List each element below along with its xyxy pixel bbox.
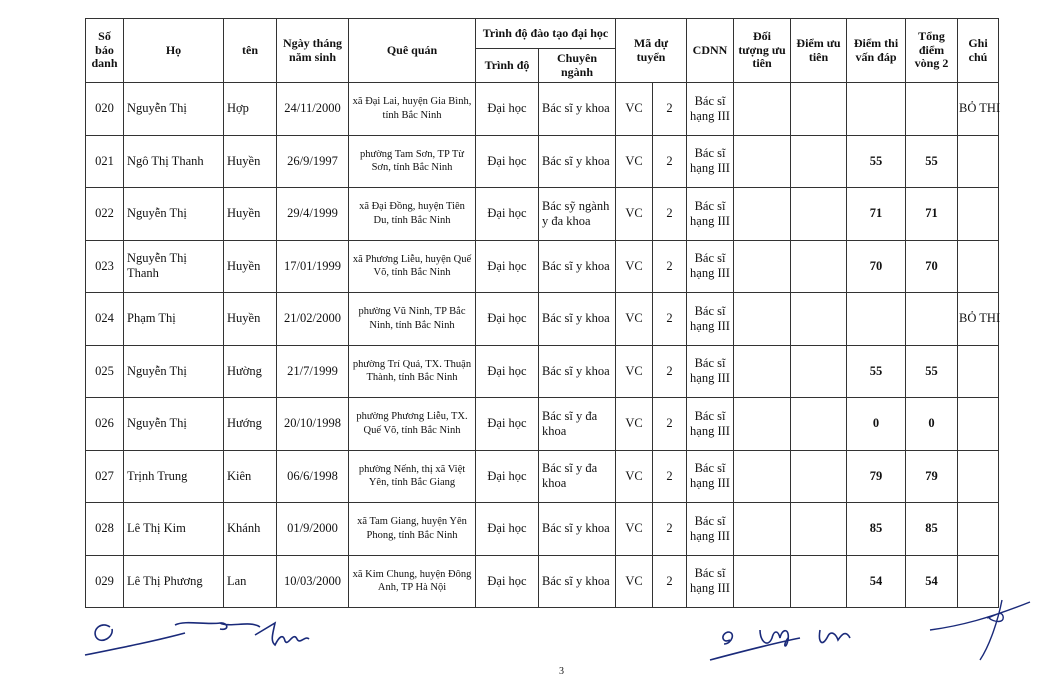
cell-que: phường Vũ Ninh, TP Bắc Ninh, tỉnh Bắc Ninh (349, 293, 476, 346)
cell-ma2: 2 (653, 555, 687, 608)
cell-dthi: 54 (847, 555, 906, 608)
cell-cn: Bác sỹ ngành y đa khoa (539, 188, 616, 241)
header-ghi-chu: Ghi chú (958, 19, 999, 83)
header-que-quan: Quê quán (349, 19, 476, 83)
cell-ghi: BỎ THI (958, 293, 999, 346)
header-diem-thi: Điểm thi vấn đáp (847, 19, 906, 83)
cell-ma2: 2 (653, 503, 687, 556)
cell-dthi: 55 (847, 135, 906, 188)
cell-cn: Bác sĩ y khoa (539, 345, 616, 398)
cell-td: Đại học (476, 188, 539, 241)
cell-ten: Huyền (224, 293, 277, 346)
cell-tong: 85 (906, 503, 958, 556)
cell-dt (734, 345, 791, 398)
cell-td: Đại học (476, 345, 539, 398)
cell-cdnn: Bác sĩ hạng III (687, 293, 734, 346)
cell-td: Đại học (476, 135, 539, 188)
cell-ngay: 26/9/1997 (277, 135, 349, 188)
cell-ghi: BỎ THI (958, 83, 999, 136)
cell-duu (791, 398, 847, 451)
cell-ghi (958, 240, 999, 293)
table-row (86, 398, 999, 451)
cell-que: phường Tam Sơn, TP Từ Sơn, tỉnh Bắc Ninh (349, 135, 476, 188)
table-row (86, 450, 999, 503)
cell-ngay: 01/9/2000 (277, 503, 349, 556)
cell-ho: Trịnh Trung (124, 450, 224, 503)
cell-ho: Nguyễn Thị (124, 188, 224, 241)
cell-que: xã Kim Chung, huyện Đông Anh, TP Hà Nội (349, 555, 476, 608)
cell-ngay: 21/7/1999 (277, 345, 349, 398)
cell-que: xã Phương Liễu, huyện Quế Võ, tỉnh Bắc Ninh (349, 240, 476, 293)
cell-dthi: 70 (847, 240, 906, 293)
cell-ma1: VC (616, 83, 653, 136)
cell-dt (734, 293, 791, 346)
cell-duu (791, 83, 847, 136)
cell-ho: Nguyễn Thị (124, 398, 224, 451)
cell-cdnn: Bác sĩ hạng III (687, 240, 734, 293)
cell-ma2: 2 (653, 135, 687, 188)
header-diem-uu-tien: Điểm ưu tiên (791, 19, 847, 83)
cell-ma2: 2 (653, 293, 687, 346)
cell-dt (734, 503, 791, 556)
cell-sbd: 024 (86, 293, 124, 346)
cell-dt (734, 398, 791, 451)
cell-cdnn: Bác sĩ hạng III (687, 398, 734, 451)
header-ho: Họ (124, 19, 224, 83)
cell-ten: Huyền (224, 188, 277, 241)
cell-td: Đại học (476, 398, 539, 451)
cell-td: Đại học (476, 450, 539, 503)
cell-cn: Bác sĩ y khoa (539, 240, 616, 293)
cell-ho: Phạm Thị (124, 293, 224, 346)
cell-cdnn: Bác sĩ hạng III (687, 83, 734, 136)
cell-cdnn: Bác sĩ hạng III (687, 450, 734, 503)
cell-ma1: VC (616, 345, 653, 398)
cell-ma1: VC (616, 135, 653, 188)
cell-tong: 71 (906, 188, 958, 241)
results-table (85, 18, 999, 608)
cell-cdnn: Bác sĩ hạng III (687, 503, 734, 556)
cell-dt (734, 188, 791, 241)
cell-cdnn: Bác sĩ hạng III (687, 135, 734, 188)
cell-ghi (958, 398, 999, 451)
cell-ho: Nguyễn Thị (124, 83, 224, 136)
cell-sbd: 029 (86, 555, 124, 608)
cell-dt (734, 83, 791, 136)
cell-td: Đại học (476, 83, 539, 136)
header-ten: tên (224, 19, 277, 83)
header-ngay-sinh: Ngày tháng năm sinh (277, 19, 349, 83)
cell-que: phường Nếnh, thị xã Việt Yên, tỉnh Bắc Giang (349, 450, 476, 503)
cell-dthi: 71 (847, 188, 906, 241)
signature-far-right (925, 590, 1045, 670)
cell-dthi: 79 (847, 450, 906, 503)
cell-ngay: 21/02/2000 (277, 293, 349, 346)
header-doi-tuong: Đối tượng ưu tiên (734, 19, 791, 83)
cell-ho: Lê Thị Kim (124, 503, 224, 556)
cell-que: xã Đại Đồng, huyện Tiên Du, tỉnh Bắc Ninh (349, 188, 476, 241)
cell-sbd: 020 (86, 83, 124, 136)
cell-duu (791, 188, 847, 241)
cell-que: phường Phương Liễu, TX. Quế Võ, tỉnh Bắc Ninh (349, 398, 476, 451)
cell-duu (791, 293, 847, 346)
cell-ma1: VC (616, 555, 653, 608)
cell-sbd: 025 (86, 345, 124, 398)
cell-ngay: 10/03/2000 (277, 555, 349, 608)
cell-ngay: 24/11/2000 (277, 83, 349, 136)
cell-tong: 70 (906, 240, 958, 293)
cell-tong (906, 293, 958, 346)
cell-cn: Bác sĩ y khoa (539, 555, 616, 608)
table-row (86, 503, 999, 556)
cell-tong: 55 (906, 135, 958, 188)
signature-left (80, 605, 340, 665)
cell-ten: Hường (224, 345, 277, 398)
header-trinh-do: Trình độ (476, 49, 539, 83)
cell-duu (791, 240, 847, 293)
cell-ten: Hợp (224, 83, 277, 136)
cell-ten: Hướng (224, 398, 277, 451)
cell-que: xã Đại Lai, huyện Gia Bình, tỉnh Bắc Ninh (349, 83, 476, 136)
cell-ghi (958, 503, 999, 556)
cell-ma2: 2 (653, 450, 687, 503)
cell-td: Đại học (476, 293, 539, 346)
table-row (86, 135, 999, 188)
cell-ma2: 2 (653, 188, 687, 241)
cell-td: Đại học (476, 240, 539, 293)
signature-right (700, 600, 880, 670)
cell-cdnn: Bác sĩ hạng III (687, 188, 734, 241)
cell-td: Đại học (476, 555, 539, 608)
cell-tong (906, 83, 958, 136)
cell-cn: Bác sĩ y khoa (539, 293, 616, 346)
cell-ngay: 17/01/1999 (277, 240, 349, 293)
cell-dthi: 55 (847, 345, 906, 398)
page-number: 3 (559, 666, 564, 677)
cell-ngay: 06/6/1998 (277, 450, 349, 503)
header-trinh-do-dao-tao: Trình độ đào tạo đại học (476, 19, 616, 49)
table-row (86, 293, 999, 346)
cell-cdnn: Bác sĩ hạng III (687, 345, 734, 398)
cell-ma1: VC (616, 503, 653, 556)
cell-ho: Nguyễn Thị (124, 345, 224, 398)
cell-ghi (958, 135, 999, 188)
cell-tong: 0 (906, 398, 958, 451)
cell-ten: Khánh (224, 503, 277, 556)
cell-sbd: 023 (86, 240, 124, 293)
cell-ma1: VC (616, 293, 653, 346)
cell-ngay: 29/4/1999 (277, 188, 349, 241)
cell-ghi (958, 450, 999, 503)
header-so-bao-danh: Số báo danh (86, 19, 124, 83)
cell-cn: Bác sĩ y đa khoa (539, 398, 616, 451)
cell-sbd: 027 (86, 450, 124, 503)
cell-cn: Bác sĩ y khoa (539, 503, 616, 556)
cell-sbd: 022 (86, 188, 124, 241)
cell-ten: Lan (224, 555, 277, 608)
header-tong-diem: Tổng điểm vòng 2 (906, 19, 958, 83)
cell-ma1: VC (616, 240, 653, 293)
cell-dthi: 0 (847, 398, 906, 451)
cell-ho: Ngô Thị Thanh (124, 135, 224, 188)
table-row (86, 345, 999, 398)
cell-ma2: 2 (653, 398, 687, 451)
cell-que: xã Tam Giang, huyện Yên Phong, tỉnh Bắc Ninh (349, 503, 476, 556)
cell-ma2: 2 (653, 345, 687, 398)
cell-ho: Lê Thị Phương (124, 555, 224, 608)
cell-ten: Kiên (224, 450, 277, 503)
cell-tong: 54 (906, 555, 958, 608)
cell-duu (791, 503, 847, 556)
header-ma-du-tuyen: Mã dự tuyển (616, 19, 687, 83)
cell-sbd: 026 (86, 398, 124, 451)
cell-dt (734, 450, 791, 503)
cell-ten: Huyền (224, 135, 277, 188)
cell-que: phường Trí Quả, TX. Thuận Thành, tỉnh Bắc Ninh (349, 345, 476, 398)
cell-ghi (958, 188, 999, 241)
cell-ten: Huyền (224, 240, 277, 293)
table-row (86, 188, 999, 241)
cell-dthi (847, 83, 906, 136)
cell-tong: 55 (906, 345, 958, 398)
cell-ho: Nguyễn Thị Thanh (124, 240, 224, 293)
cell-ghi (958, 345, 999, 398)
cell-cn: Bác sĩ y khoa (539, 83, 616, 136)
cell-dthi: 85 (847, 503, 906, 556)
cell-ngay: 20/10/1998 (277, 398, 349, 451)
table-row (86, 83, 999, 136)
table-row (86, 240, 999, 293)
cell-td: Đại học (476, 503, 539, 556)
cell-dt (734, 135, 791, 188)
cell-ma2: 2 (653, 83, 687, 136)
header-cdnn: CDNN (687, 19, 734, 83)
cell-dthi (847, 293, 906, 346)
cell-sbd: 028 (86, 503, 124, 556)
cell-duu (791, 135, 847, 188)
cell-tong: 79 (906, 450, 958, 503)
header-chuyen-nganh: Chuyên ngành (539, 49, 616, 83)
cell-cn: Bác sĩ y khoa (539, 135, 616, 188)
cell-ma1: VC (616, 450, 653, 503)
cell-duu (791, 450, 847, 503)
cell-sbd: 021 (86, 135, 124, 188)
cell-duu (791, 345, 847, 398)
cell-cdnn: Bác sĩ hạng III (687, 555, 734, 608)
cell-ma2: 2 (653, 240, 687, 293)
cell-ma1: VC (616, 188, 653, 241)
cell-ma1: VC (616, 398, 653, 451)
cell-dt (734, 240, 791, 293)
cell-cn: Bác sĩ y đa khoa (539, 450, 616, 503)
